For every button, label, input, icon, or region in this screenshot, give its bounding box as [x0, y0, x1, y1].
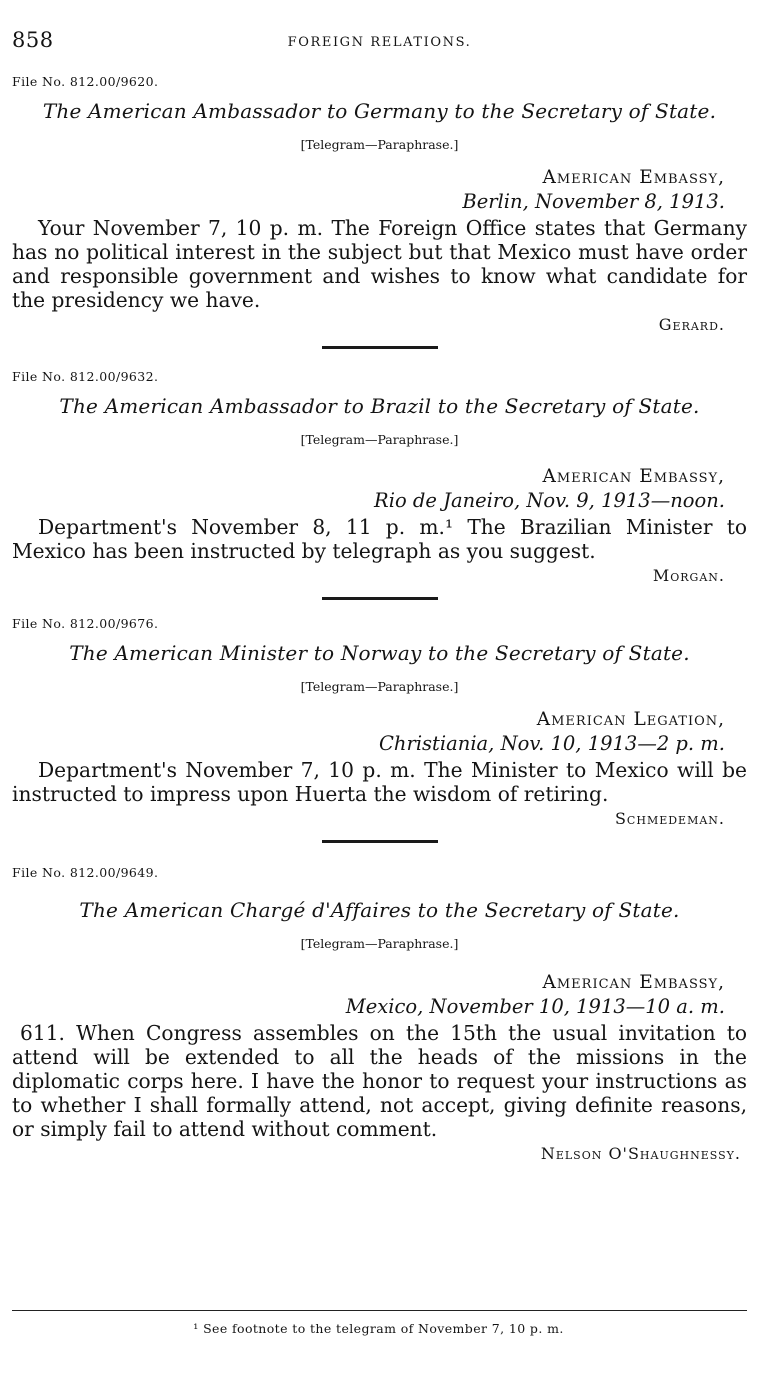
telegram-label: [Telegram—Paraphrase.]	[300, 137, 459, 152]
section-divider	[322, 597, 438, 600]
sender-date: Rio de Janeiro, Nov. 9, 1913—noon.	[374, 489, 725, 512]
document-title: The American Ambassador to Germany to the Secretary of State.	[42, 99, 717, 123]
signature: Gerard.	[658, 315, 725, 334]
telegram-label: [Telegram—Paraphrase.]	[300, 936, 459, 951]
file-number: File No. 812.00/9676.	[12, 616, 159, 631]
document-body: 611. When Congress assembles on the 15th the usual invitation to attend will be extended to all the heads of the missions in the diplomatic corps here. I have the honor to request your instructions as to whether I shall formally attend, not accept, giving definite reasons, or simply fail to attend without comment.	[12, 1021, 747, 1141]
signature: Morgan.	[652, 566, 725, 585]
page-header	[12, 28, 747, 62]
document-body: Department's November 7, 10 p. m. The Minister to Mexico will be instructed to impress upon Huerta the wisdom of retiring.	[12, 758, 747, 806]
signature: Schmedeman.	[614, 809, 725, 828]
sender-place: American Embassy,	[542, 972, 725, 993]
document-section	[12, 369, 747, 587]
footnote-rule	[12, 1310, 747, 1311]
file-number: File No. 812.00/9620.	[12, 74, 159, 89]
file-number: File No. 812.00/9649.	[12, 865, 159, 880]
sender-date: Mexico, November 10, 1913—10 a. m.	[345, 995, 725, 1018]
document-body: Your November 7, 10 p. m. The Foreign Office states that Germany has no political interest in the subject but that Mexico must have order and responsible government and wishes to know what candidate for the presidency we have.	[12, 216, 747, 312]
sender-place: American Legation,	[536, 709, 725, 730]
section-divider	[322, 346, 438, 349]
footnote: ¹ See footnote to the telegram of November 7, 10 p. m.	[193, 1321, 564, 1336]
telegram-label: [Telegram—Paraphrase.]	[300, 432, 459, 447]
document-title: The American Ambassador to Brazil to the Secretary of State.	[59, 394, 700, 418]
sender-date: Berlin, November 8, 1913.	[462, 190, 725, 213]
telegram-label: [Telegram—Paraphrase.]	[300, 679, 459, 694]
sender-place: American Embassy,	[542, 167, 725, 188]
sender-date: Christiania, Nov. 10, 1913—2 p. m.	[379, 732, 725, 755]
sender-place: American Embassy,	[542, 466, 725, 487]
document-section	[12, 616, 747, 830]
document-section	[12, 74, 747, 336]
document-title: The American Minister to Norway to the Secretary of State.	[69, 641, 690, 665]
signature: Nelson O'Shaughnessy.	[540, 1144, 741, 1163]
file-number: File No. 812.00/9632.	[12, 369, 159, 384]
page-number: 858	[12, 28, 54, 52]
document-title: The American Chargé d'Affaires to the Secretary of State.	[79, 898, 680, 922]
document-section	[12, 865, 747, 1165]
section-divider	[322, 840, 438, 843]
running-title: FOREIGN RELATIONS.	[287, 35, 472, 50]
document-body: Department's November 8, 11 p. m.¹ The Brazilian Minister to Mexico has been instructed by telegraph as you suggest.	[12, 515, 747, 563]
